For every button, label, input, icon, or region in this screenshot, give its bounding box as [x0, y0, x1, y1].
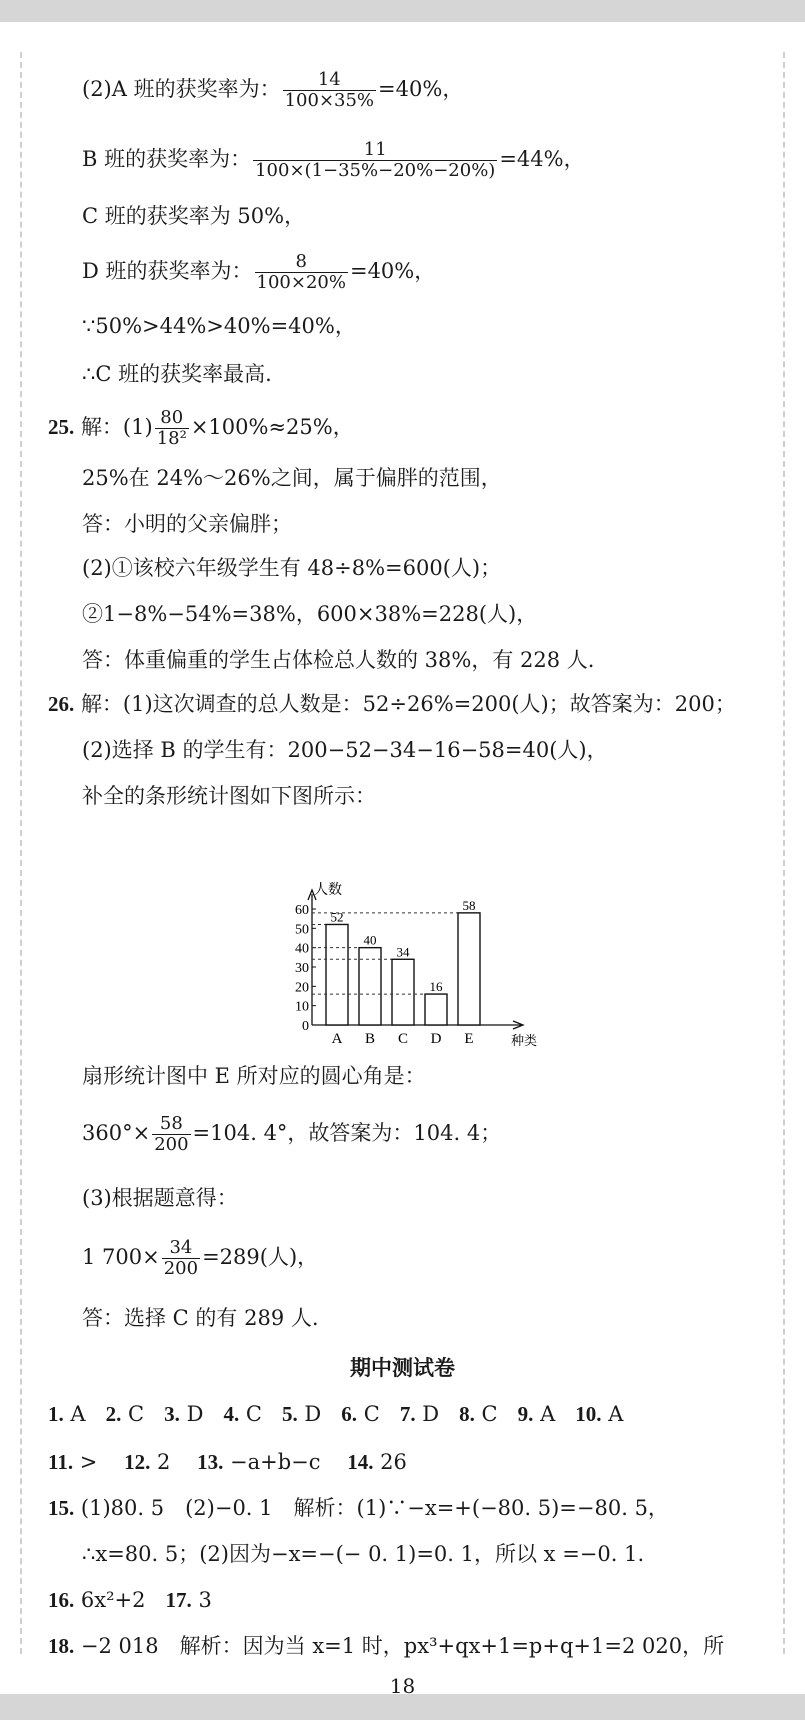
q25-line-1 — [48, 408, 354, 449]
text: =104. 4°，故答案为：104. 4； — [192, 1121, 502, 1145]
question-number: 26. — [48, 692, 75, 716]
y-axis-label: 人数 — [314, 882, 342, 898]
fraction: $\frac{58}{200}$ — [154, 1113, 189, 1155]
q26-line-4: 扇形统计图中 E 所对应的圆心角是： — [82, 1064, 426, 1088]
text: D 班的获奖率为： — [82, 259, 253, 283]
x-tick-label: C — [397, 1031, 409, 1047]
answer-8: 8. C — [459, 1402, 498, 1426]
right-dashed-margin — [783, 52, 785, 1654]
q26-line-2: (2)选择 B 的学生有：200−52−34−16−58=40(人)， — [82, 738, 608, 762]
q26-line-3: 补全的条形统计图如下图所示： — [82, 784, 376, 808]
q25-line-4: (2)①该校六年级学生有 48÷8%=600(人)； — [82, 556, 502, 580]
a-class-line — [82, 70, 463, 111]
data-label: 34 — [396, 944, 410, 960]
text: =44%， — [499, 147, 585, 171]
answer-9: 9. A — [517, 1402, 556, 1426]
answer-14: 14. 26 — [347, 1450, 407, 1474]
y-tick-label: 60 — [295, 903, 309, 918]
data-label: 58 — [462, 897, 476, 913]
x-axis-label: 种类 — [511, 1034, 538, 1049]
data-label: 52 — [330, 909, 344, 925]
x-tick-label: E — [464, 1031, 474, 1047]
q25-line-5: ②1−8%−54%=38%，600×38%=228(人)， — [82, 602, 538, 626]
compare-line: ∵50%>44%>40%=40%， — [82, 314, 356, 338]
answer-10: 10. A — [575, 1402, 624, 1426]
q26-line-6: (3)根据题意得： — [82, 1186, 238, 1210]
q25-line-6: 答：体重偏重的学生占体检总人数的 38%，有 228 人. — [82, 648, 595, 672]
answers-row-1 — [48, 1400, 623, 1428]
text: ×100%≈25%， — [190, 415, 354, 439]
data-label: 16 — [429, 979, 443, 995]
q25-line-3: 答：小明的父亲偏胖； — [82, 512, 292, 536]
answer-18-line-1 — [48, 1632, 724, 1660]
answer-12: 12. 2 — [124, 1450, 171, 1474]
question-number: 15. — [48, 1496, 75, 1520]
answer-4: 4. C — [223, 1402, 262, 1426]
fraction: $\frac{8}{100\times 20\%}$ — [256, 251, 346, 293]
section-title: 期中测试卷 — [350, 1356, 455, 1380]
text: 360°× — [82, 1121, 151, 1145]
bar — [425, 994, 447, 1025]
text: B 班的获奖率为： — [82, 147, 252, 171]
bar — [458, 913, 480, 1025]
q26-line-5 — [82, 1114, 501, 1155]
data-label: 40 — [363, 932, 377, 948]
text: =40%， — [349, 259, 436, 283]
answer-13: 13. −a+b−c — [197, 1450, 321, 1474]
question-number: 16. — [48, 1588, 75, 1612]
b-class-line — [82, 140, 585, 181]
answer-5: 5. D — [281, 1402, 322, 1426]
conclusion-line: ∴C 班的获奖率最高. — [82, 362, 272, 386]
bar — [392, 959, 414, 1025]
answer-7: 7. D — [399, 1402, 440, 1426]
text: (2)A 班的获奖率为： — [82, 77, 281, 101]
fraction: $\frac{34}{200}$ — [163, 1237, 199, 1279]
text: 6x²+2 — [74, 1588, 146, 1612]
question-number: 17. — [165, 1588, 192, 1612]
left-dashed-margin — [20, 52, 22, 1654]
text: (1)80. 5 (2)−0. 1 解析：(1)∵−x=+(−80. 5)=−80. 5， — [74, 1496, 669, 1520]
answer-2: 2. C — [105, 1402, 145, 1426]
answer-15-line-2: ∴x=80. 5；(2)因为−x=−(− 0. 1)=0. 1，所以 x =−0. 1. — [82, 1542, 645, 1566]
answer-1: 1. A — [48, 1402, 86, 1426]
answers-16-17 — [48, 1586, 212, 1614]
fraction: $\frac{11}{100\times(1-35\%-20\%-20\%)}$ — [255, 139, 496, 181]
y-tick-label: 50 — [295, 922, 309, 938]
fraction: $\frac{14}{100\times 35\%}$ — [284, 69, 375, 111]
bar — [326, 924, 348, 1025]
question-number: 25. — [48, 415, 75, 439]
y-tick-label: 40 — [295, 941, 309, 957]
q26-line-1 — [48, 690, 736, 718]
text: =40%， — [378, 77, 464, 101]
c-class-line: C 班的获奖率为 50%， — [82, 204, 306, 228]
answer-6: 6. C — [341, 1402, 380, 1426]
answer-3: 3. D — [164, 1402, 204, 1426]
text: 1 700× — [82, 1245, 160, 1269]
d-class-line — [82, 252, 435, 293]
answers-row-2 — [48, 1448, 407, 1476]
text: −2 018 解析：因为当 x=1 时，px³+qx+1=p+q+1=2 020，所 — [74, 1634, 725, 1658]
question-number: 18. — [48, 1634, 75, 1658]
y-tick-label: 10 — [295, 999, 309, 1015]
page-number: 18 — [389, 1674, 416, 1698]
text: 解：(1)这次调查的总人数是：52÷26%=200(人)；故答案为：200； — [80, 692, 736, 716]
answer-11: 11. > — [48, 1450, 98, 1474]
q25-line-2: 25%在 24%～26%之间，属于偏胖的范围， — [82, 466, 502, 490]
y-tick-label: 0 — [302, 1019, 309, 1034]
fraction: $\frac{80}{\text{18²}}$ — [156, 407, 187, 449]
text: =289(人)， — [202, 1245, 319, 1269]
x-tick-label: D — [430, 1031, 442, 1047]
text: 3 — [191, 1588, 212, 1612]
q26-line-7 — [82, 1238, 318, 1279]
y-tick-label: 20 — [295, 980, 309, 996]
x-tick-label: B — [364, 1031, 376, 1047]
x-tick-label: A — [331, 1031, 343, 1047]
q26-line-8: 答：选择 C 的有 289 人. — [82, 1306, 319, 1330]
bar-chart — [278, 880, 558, 1050]
text: 解：(1) — [80, 415, 153, 439]
answer-15-line-1 — [48, 1494, 669, 1522]
y-tick-label: 30 — [295, 961, 309, 976]
